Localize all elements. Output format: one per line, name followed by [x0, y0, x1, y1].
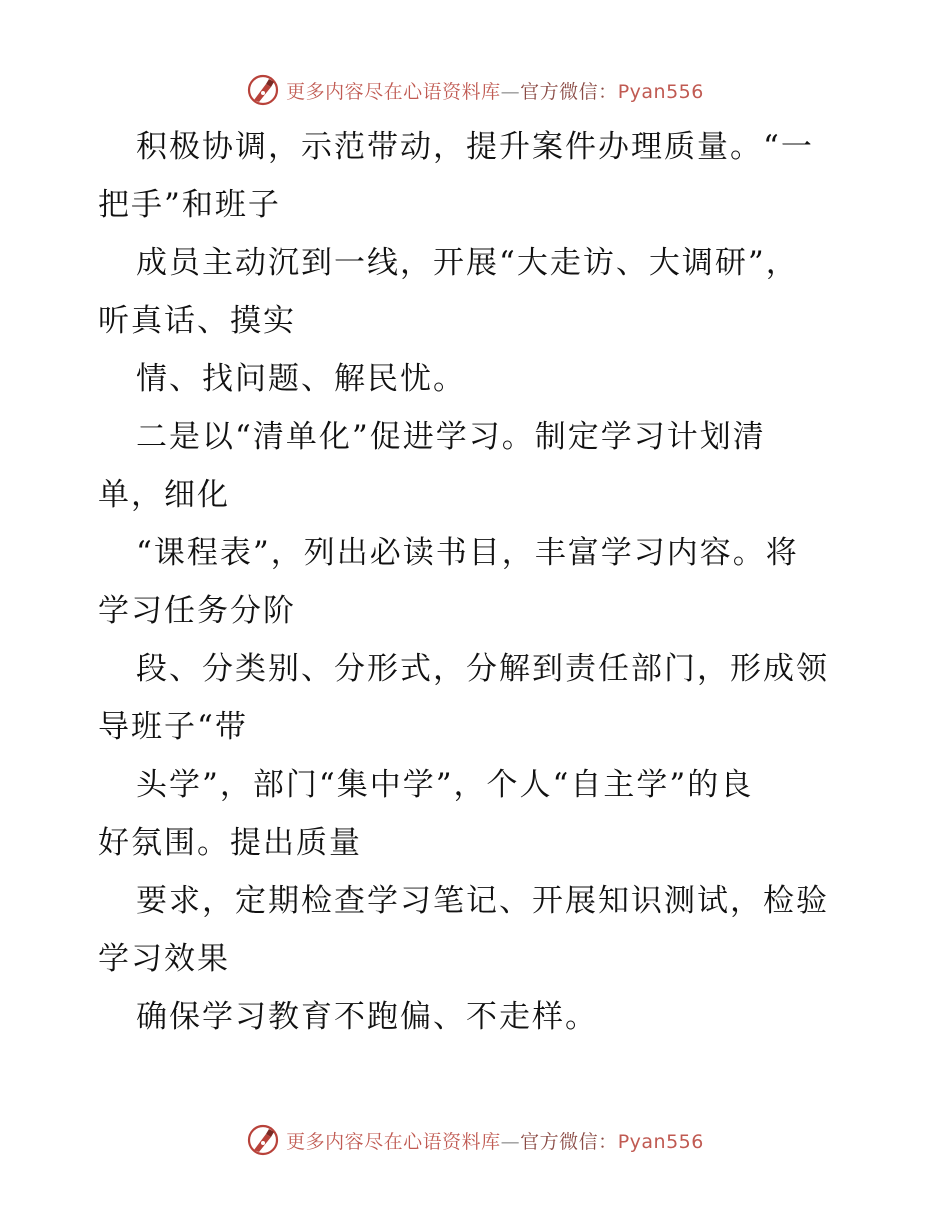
header-dash: —	[500, 80, 521, 103]
document-body	[98, 118, 858, 1046]
body-line: 积极协调，示范带动，提升案件办理质量。“一	[136, 129, 814, 165]
body-line: 单，细化	[98, 477, 230, 513]
body-line: 二是以“清单化”促进学习。制定学习计划清	[136, 419, 766, 455]
footer-wechat-account: Pyan556	[617, 1130, 704, 1153]
footer-promo-text: 更多内容尽在心语资料库	[286, 1130, 501, 1153]
header-wechat-account: Pyan556	[617, 80, 704, 103]
body-line: 导班子“带	[98, 709, 248, 745]
pen-nib-logo-icon	[246, 1123, 280, 1157]
body-line: 要求，定期检查学习笔记、开展知识测试，检验	[136, 883, 829, 919]
body-line: 情、找问题、解民忧。	[136, 361, 466, 397]
body-line: 头学”，部门“集中学”，个人“自主学”的良	[136, 767, 754, 803]
body-line: 确保学习教育不跑偏、不走样。	[136, 999, 598, 1035]
footer-banner[interactable]	[246, 1123, 704, 1157]
body-line: 好氛围。提出质量	[98, 825, 362, 861]
pen-nib-logo-icon	[246, 73, 280, 107]
header-promo-text: 更多内容尽在心语资料库	[286, 80, 501, 103]
body-line: 学习效果	[98, 941, 230, 977]
body-line: 成员主动沉到一线，开展“大走访、大调研”，	[136, 245, 799, 281]
footer-dash: —	[500, 1130, 521, 1153]
header-wechat-label: 官方微信：	[520, 80, 618, 103]
body-line: 学习任务分阶	[98, 593, 296, 629]
page-header	[0, 70, 950, 110]
page-footer	[0, 1120, 950, 1160]
body-line: 听真话、摸实	[98, 303, 296, 339]
body-line: 段、分类别、分形式，分解到责任部门，形成领	[136, 651, 829, 687]
body-line: “课程表”，列出必读书目，丰富学习内容。将	[136, 535, 799, 571]
footer-banner-text	[286, 1127, 704, 1154]
header-banner[interactable]	[246, 73, 704, 107]
body-line: 把手”和班子	[98, 187, 281, 223]
header-banner-text	[286, 77, 704, 104]
footer-wechat-label: 官方微信：	[520, 1130, 618, 1153]
